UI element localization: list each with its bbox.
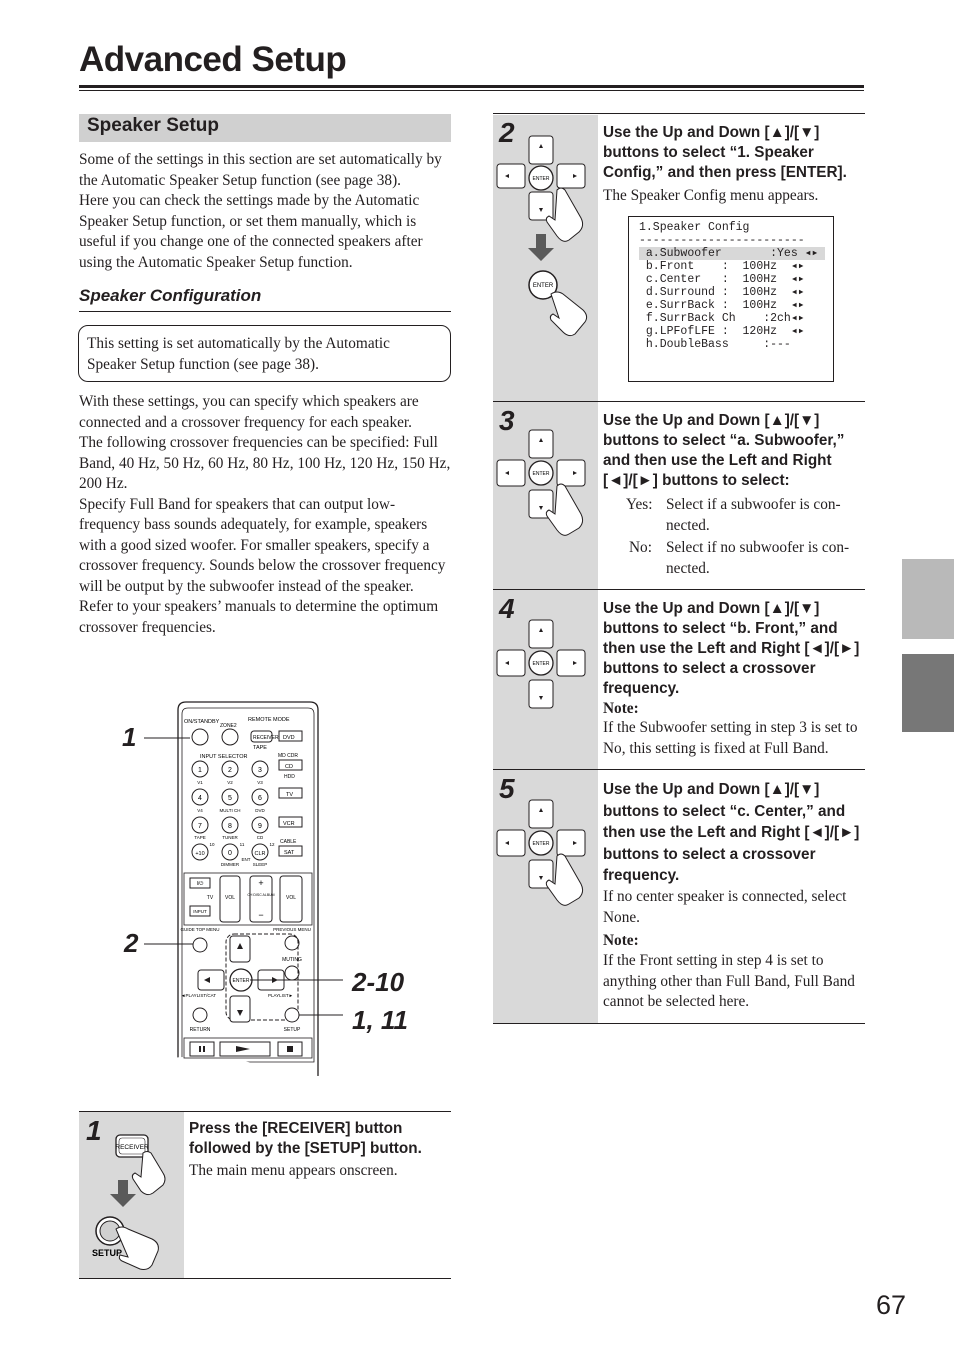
auto-setup-note-box: This setting is set automatically by the Automatic Speaker Setup function (see page 38). bbox=[78, 325, 451, 382]
intro-paragraph: Here you can check the settings made by the Automatic Speaker Setup function, or set them manually, which is useful if you change one of the connected speakers after using the Automatic Speaker Setup function. bbox=[79, 192, 423, 271]
intro-paragraph: Some of the settings in this section are set automatically by the Automatic Speaker Setup function (see page 38). bbox=[79, 151, 442, 189]
input-selector-label: INPUT SELECTOR bbox=[200, 754, 248, 760]
def-desc-no: Select if no subwoofer is con- nected. bbox=[666, 539, 850, 577]
page-number: 67 bbox=[876, 1290, 907, 1320]
step-divider bbox=[493, 769, 865, 770]
svg-text:V2: V2 bbox=[227, 780, 233, 785]
playlist-right-label: PLAYLIST► bbox=[268, 993, 294, 998]
enter-label: ENTER bbox=[532, 283, 554, 289]
svg-text:DVD: DVD bbox=[255, 808, 265, 813]
standby-button[interactable] bbox=[192, 729, 208, 745]
speaker-configuration-text bbox=[79, 392, 451, 638]
step-number: 3 bbox=[499, 405, 515, 436]
osd-rule: ------------------------ bbox=[639, 234, 805, 247]
svg-text:SAT: SAT bbox=[284, 850, 295, 856]
osd-row[interactable]: e.SurrBack : 100Hz bbox=[645, 299, 778, 312]
enter-label: ENTER bbox=[532, 841, 550, 847]
svg-text:I/⏻: I/⏻ bbox=[196, 881, 204, 887]
osd-row-selected[interactable]: a.Subwoofer :Yes ◂▸ bbox=[639, 247, 825, 260]
subsection-rule bbox=[79, 311, 451, 312]
osd-header: 1.Speaker Config bbox=[639, 221, 750, 234]
speaker-setup-intro bbox=[79, 150, 451, 273]
step-number: 2 bbox=[499, 117, 515, 148]
step-number: 5 bbox=[499, 773, 515, 804]
on-standby-label: ON/STANDBY bbox=[184, 719, 220, 725]
enter-label: ENTER bbox=[532, 661, 550, 667]
svg-text:VOL: VOL bbox=[224, 895, 236, 901]
svg-text:VCR: VCR bbox=[283, 821, 295, 827]
enter-label: ENTER bbox=[532, 471, 550, 477]
return-label: RETURN bbox=[189, 1027, 211, 1033]
return-button[interactable] bbox=[193, 1008, 207, 1022]
side-tab-dark bbox=[902, 654, 954, 732]
osd-row[interactable]: d.Surround : 100Hz bbox=[645, 286, 778, 299]
subsection-heading-speaker-configuration: Speaker Configuration bbox=[79, 286, 262, 305]
svg-text:10: 10 bbox=[209, 842, 215, 847]
step-divider bbox=[493, 1023, 865, 1024]
cursor-pad-illustration bbox=[493, 426, 598, 536]
guide-top-menu-label: GUIDE TOP MENU bbox=[180, 927, 220, 932]
step-divider bbox=[493, 401, 865, 402]
step-4-note: If the Subwoofer setting in step 3 is set to No, this setting is fixed at Full Band. bbox=[603, 719, 858, 757]
svg-text:CD: CD bbox=[256, 835, 264, 840]
step-5-note-label: Note: bbox=[603, 932, 639, 949]
callout-1-11: 1, 11 bbox=[352, 1005, 408, 1035]
svg-text:CD: CD bbox=[285, 764, 293, 770]
muting-label: MUTING bbox=[282, 957, 302, 963]
setup-label: SETUP bbox=[283, 1027, 301, 1033]
def-term-yes: Yes: bbox=[626, 496, 653, 513]
config-paragraph: The following crossover frequencies can be specified: Full Band, 40 Hz, 50 Hz, 60 Hz, 80 Hz, 100 Hz, 120 Hz, 150 Hz, 200 Hz. bbox=[79, 434, 451, 492]
pause-button[interactable] bbox=[190, 1042, 214, 1056]
cursor-pad-illustration bbox=[493, 616, 598, 716]
step-number: 4 bbox=[499, 593, 515, 624]
top-menu-button[interactable] bbox=[193, 938, 207, 952]
callout-1: 1 bbox=[122, 722, 137, 752]
step-2-title: Use the Up and Down [▲]/[▼] buttons to select “1. Speaker Config,” and then press [ENTER]. bbox=[603, 124, 847, 181]
svg-text:DVD: DVD bbox=[283, 735, 295, 741]
svg-text:CH DISC ALBUM: CH DISC ALBUM bbox=[247, 893, 275, 897]
tape-mode-label: TAPE bbox=[253, 745, 267, 751]
svg-text:TAPE: TAPE bbox=[194, 835, 206, 840]
title-rule-thick bbox=[79, 85, 864, 88]
svg-text:1: 1 bbox=[198, 767, 202, 774]
step-5-note: If the Front setting in step 4 is set to anything other than Full Band, Full Band cannot be selected here. bbox=[603, 952, 855, 1010]
config-paragraph: With these settings, you can specify which speakers are connected and a crossover frequency for each speaker. bbox=[79, 393, 419, 431]
svg-text:5: 5 bbox=[228, 795, 232, 802]
svg-text:DIMMER: DIMMER bbox=[220, 862, 240, 867]
playlist-cat-label: ◄PLAYLIST/CAT bbox=[181, 993, 217, 998]
cursor-pad-enter-illustration bbox=[493, 128, 598, 348]
svg-text:INPUT: INPUT bbox=[193, 909, 207, 914]
svg-text:MULTI CH: MULTI CH bbox=[219, 808, 241, 813]
svg-text:V3: V3 bbox=[257, 780, 263, 785]
page-title: Advanced Setup bbox=[79, 40, 347, 79]
muting-button[interactable] bbox=[285, 966, 299, 980]
zone2-label: ZONE2 bbox=[220, 723, 237, 729]
enter-label: ENTER bbox=[232, 978, 250, 984]
zone2-button[interactable] bbox=[222, 729, 238, 745]
previous-menu-button[interactable] bbox=[285, 936, 299, 950]
step-number: 1 bbox=[86, 1115, 102, 1146]
svg-text:+: + bbox=[258, 878, 264, 888]
callout-2: 2 bbox=[124, 928, 139, 958]
svg-text:CLR: CLR bbox=[254, 851, 266, 857]
svg-text:V1: V1 bbox=[197, 780, 203, 785]
remote-control-illustration bbox=[118, 690, 343, 1085]
speaker-config-osd: 1.Speaker Config ------------------------ a.Subwoofer :Yes ◂▸ b.Front : 100Hz ◂▸ c.Center : 100Hz ◂▸ d.Surround : 100Hz ◂▸ e.SurrBack : 100Hz ◂▸ f.SurrBack Ch :2ch◂▸ g.LPFofLFE : 120Hz ◂▸ h.DoubleBass :--- bbox=[628, 216, 834, 382]
step-4-note-label: Note: bbox=[603, 700, 639, 717]
title-rule-thin bbox=[79, 90, 864, 91]
step-3-title: Use the Up and Down [▲]/[▼] buttons to select “a. Subwoofer,” and then use the Left and Right [◄]/[►] buttons to select: bbox=[603, 412, 845, 489]
svg-text:SLEEP: SLEEP bbox=[252, 862, 268, 867]
setup-button[interactable] bbox=[285, 1008, 299, 1022]
osd-row[interactable]: c.Center : 100Hz bbox=[645, 273, 778, 286]
nav-down-button[interactable] bbox=[230, 996, 250, 1022]
svg-text:12: 12 bbox=[269, 842, 275, 847]
svg-text:HDD: HDD bbox=[284, 774, 295, 780]
svg-text:ENT: ENT bbox=[241, 857, 251, 862]
step-1-body: The main menu appears onscreen. bbox=[189, 1162, 398, 1179]
step-2-body: The Speaker Config menu appears. bbox=[603, 187, 819, 204]
config-paragraph: Specify Full Band for speakers that can output low-frequency bass sounds adequately, for example, speakers with a good sized woofer. For smaller speakers, specify a crossover frequency. Sounds below the crossover frequency will be output by the subwoofer instead of the speaker. Refer to your speakers’ manuals to determine the optimum crossover frequencies. bbox=[79, 495, 446, 636]
osd-row[interactable]: g.LPFofLFE : 120Hz bbox=[645, 325, 778, 338]
svg-text:TV: TV bbox=[206, 895, 214, 901]
step-1-title: Press the [RECEIVER] button followed by the [SETUP] button. bbox=[189, 1120, 422, 1157]
step-divider bbox=[493, 113, 865, 114]
receiver-setup-illustration bbox=[88, 1125, 184, 1275]
previous-menu-label: PREVIOUS MENU bbox=[273, 927, 311, 932]
enter-label: ENTER bbox=[532, 176, 550, 182]
step-5-title: Use the Up and Down [▲]/[▼] buttons to select “c. Center,” and then use the Left and Right [◄]/[►] buttons to select a crossover frequency. bbox=[603, 781, 860, 884]
step-5-body: If no center speaker is connected, select None. bbox=[603, 888, 847, 926]
step-4-title: Use the Up and Down [▲]/[▼] buttons to select “b. Front,” and then use the Left and Right [◄]/[►] buttons to select a crossover frequency. bbox=[603, 600, 860, 697]
osd-row[interactable]: f.SurrBack Ch :2ch bbox=[645, 312, 791, 325]
svg-text:8: 8 bbox=[228, 823, 232, 830]
svg-text:VOL: VOL bbox=[285, 895, 297, 901]
svg-text:CABLE: CABLE bbox=[280, 839, 297, 845]
svg-text:−: − bbox=[258, 910, 264, 920]
svg-text:2: 2 bbox=[228, 767, 232, 774]
svg-text:TV: TV bbox=[286, 792, 294, 798]
osd-row[interactable]: h.DoubleBass :--- bbox=[645, 338, 791, 351]
callout-2-10: 2-10 bbox=[352, 967, 405, 997]
section-heading-speaker-setup: Speaker Setup bbox=[79, 114, 451, 142]
remote-mode-label: REMOTE MODE bbox=[248, 717, 290, 723]
svg-text:3: 3 bbox=[258, 767, 262, 774]
svg-text:TUNER: TUNER bbox=[222, 835, 238, 840]
svg-text:0: 0 bbox=[228, 850, 232, 857]
setup-button-label: SETUP bbox=[92, 1248, 123, 1258]
svg-text:7: 7 bbox=[198, 823, 202, 830]
nav-left-button[interactable] bbox=[198, 970, 224, 990]
def-term-no: No: bbox=[629, 539, 652, 556]
def-desc-yes: Select if a subwoofer is con- nected. bbox=[666, 496, 841, 534]
svg-text:V4: V4 bbox=[197, 808, 203, 813]
svg-text:+10: +10 bbox=[195, 851, 205, 857]
step-divider bbox=[493, 589, 865, 590]
svg-text:11: 11 bbox=[239, 842, 245, 847]
receiver-button-label: RECEIVER bbox=[115, 1144, 149, 1151]
cursor-pad-illustration bbox=[493, 796, 598, 916]
side-tab-light bbox=[902, 559, 954, 639]
osd-row[interactable]: b.Front : 100Hz bbox=[645, 260, 778, 273]
svg-text:6: 6 bbox=[258, 795, 262, 802]
receiver-mode-label: RECEIVER bbox=[253, 735, 279, 741]
svg-text:9: 9 bbox=[258, 823, 262, 830]
svg-text:MD CDR: MD CDR bbox=[278, 753, 298, 759]
svg-text:4: 4 bbox=[198, 795, 202, 802]
